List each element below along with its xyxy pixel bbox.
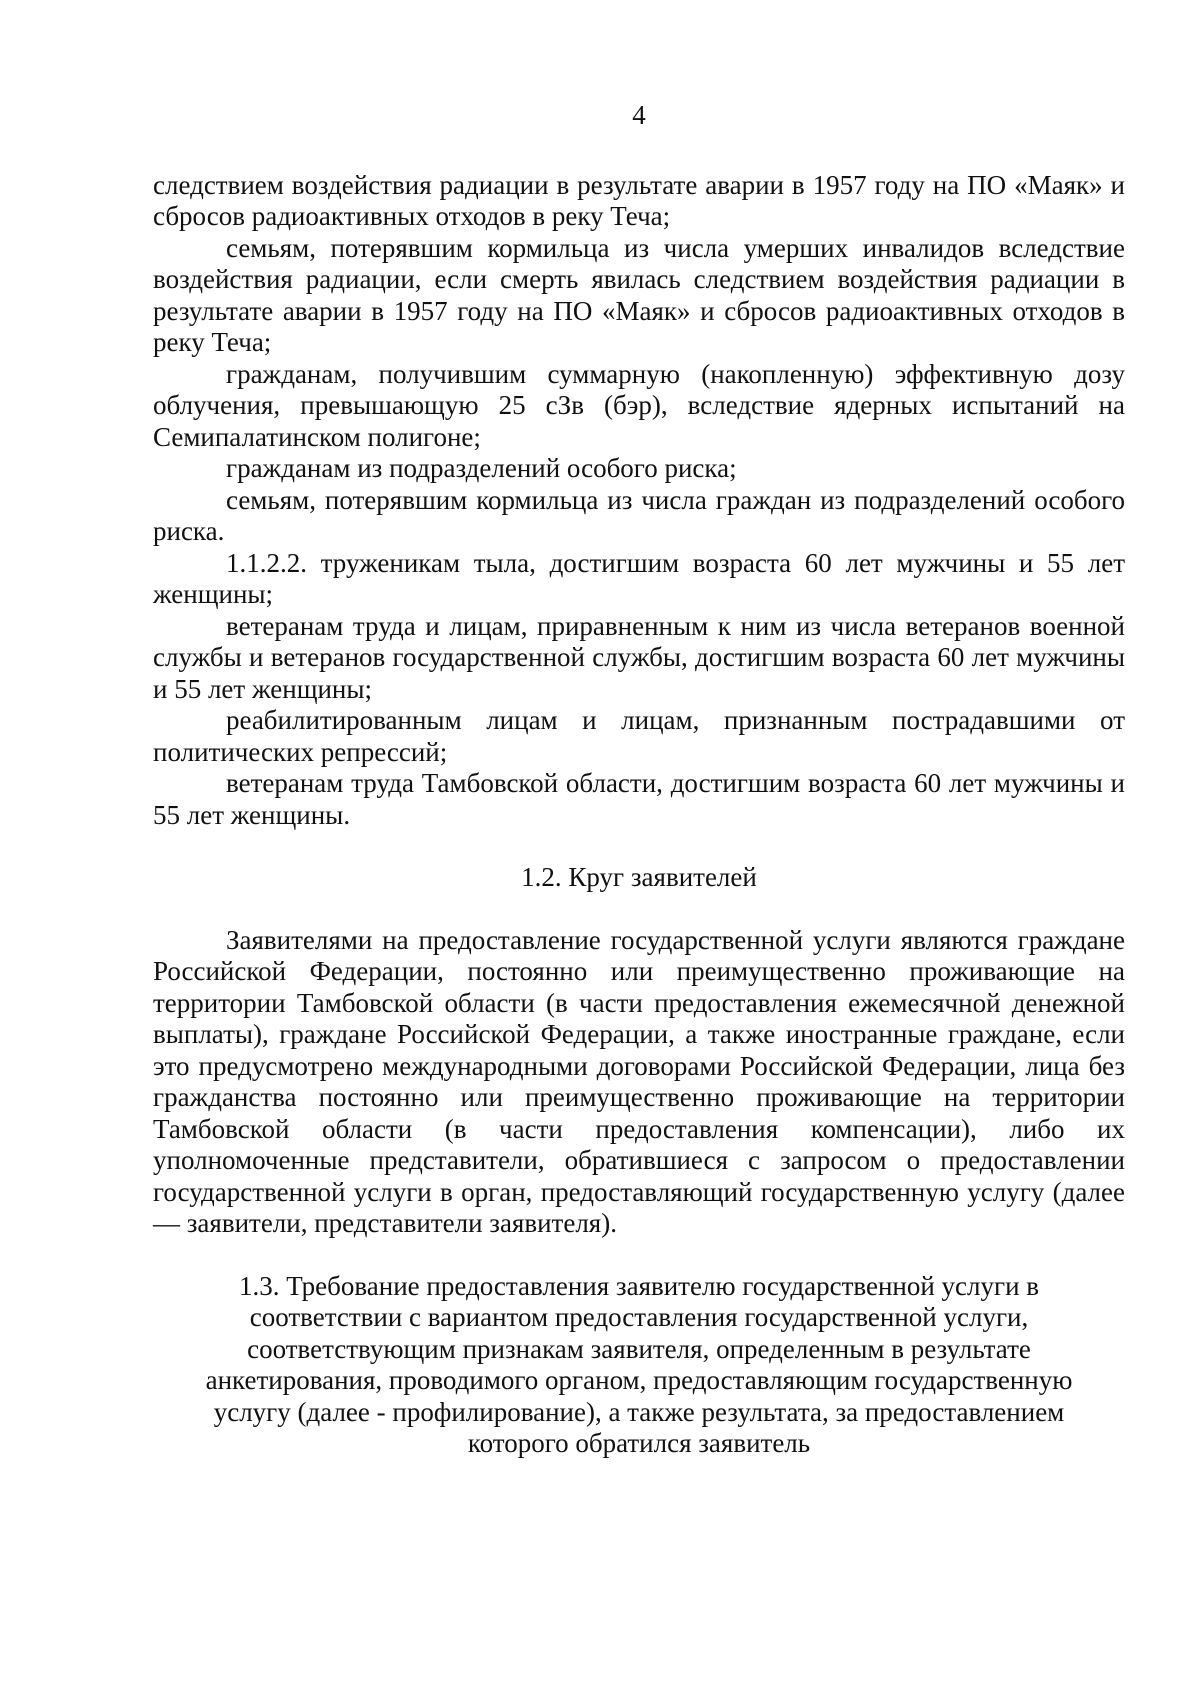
paragraph-mayak-radiation: следствием воздействия радиации в результате аварии в 1957 году на ПО «Маяк» и сбросов радиоактивных отходов в реку Теча;	[153, 169, 1125, 231]
section-heading-applicants: 1.2. Круг заявителей	[521, 862, 757, 892]
paragraph-special-risk: гражданам из подразделений особого риска;	[226, 453, 737, 483]
section-heading-requirement: 1.3. Требование предоставления заявителю государственной услуги в соответствии с вариантом предоставления государственной услуги, соответствующим признакам заявителя, определенным в результате анкетирования, проводимого органом, предоставляющим государственную услугу (далее - профилирование), а также результата, за предоставлением которого обратился заявитель	[205, 1270, 1073, 1458]
paragraph-rehabilitated: реабилитированным лицам и лицам, признанным пострадавшими от политических репрессий;	[153, 705, 1125, 767]
page-number: 4	[632, 100, 646, 130]
paragraph-tambov-veterans: ветеранам труда Тамбовской области, достигшим возраста 60 лет мужчины и 55 лет женщины.	[153, 768, 1125, 830]
document-page	[153, 100, 1125, 1460]
paragraph-families-special-risk: семьям, потерявшим кормильца из числа граждан из подразделений особого риска.	[153, 484, 1125, 546]
paragraph-applicants: Заявителями на предоставление государственной услуги являются граждане Российской Федерации, постоянно или преимущественно проживающие на территории Тамбовской области (в части предоставления ежемесячной денежной выплаты), граждане Российской Федерации, а также иностранные граждане, если это предусмотрено международными договорами Российской Федерации, лица без гражданства постоянно или преимущественно проживающие на территории Тамбовской области (в части предоставления компенсации), либо их уполномоченные представители, обратившиеся с запросом о предоставлении государственной услуги в орган, предоставляющий государственную услугу (далее — заявители, представители заявителя).	[153, 924, 1125, 1238]
paragraph-labor-veterans: ветеранам труда и лицам, приравненным к ним из числа ветеранов военной службы и ветеранов государственной службы, достигшим возраста 60 лет мужчины и 55 лет женщины;	[153, 610, 1125, 704]
paragraph-home-front-workers: 1.1.2.2. труженикам тыла, достигшим возраста 60 лет мужчины и 55 лет женщины;	[153, 547, 1125, 609]
paragraph-families-invalids: семьям, потерявшим кормильца из числа умерших инвалидов вследствие воздействия радиации, если смерть явилась следствием воздействия радиации в результате аварии в 1957 году на ПО «Маяк» и сбросов радиоактивных отходов в реку Теча;	[153, 232, 1125, 357]
paragraph-semipalatinsk: гражданам, получившим суммарную (накопленную) эффективную дозу облучения, превышающую 25 сЗв (бэр), вследствие ядерных испытаний на Семипалатинском полигоне;	[153, 358, 1125, 452]
